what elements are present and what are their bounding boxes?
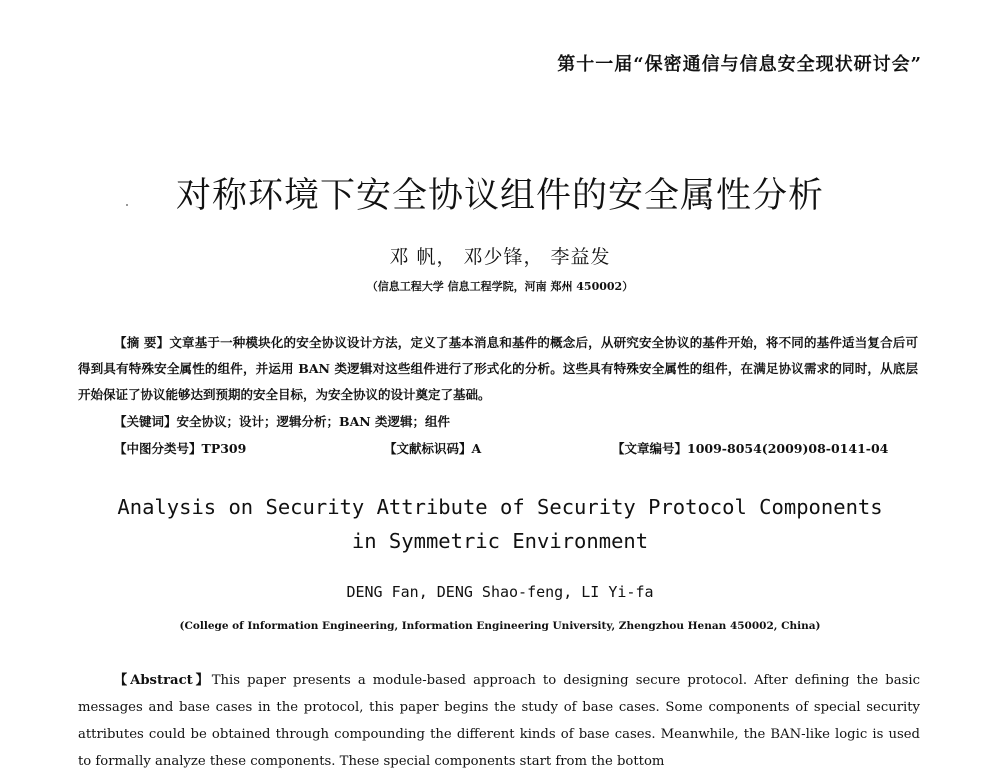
chinese-title: 对称环境下安全协议组件的安全属性分析 <box>175 176 824 216</box>
article-number <box>612 439 888 457</box>
english-authors: DENG Fan, DENG Shao-feng, LI Yi-fa <box>346 583 654 601</box>
english-title <box>0 490 1000 558</box>
clc-label: 【中图分类号】 <box>114 441 202 456</box>
chinese-keywords <box>114 412 450 430</box>
clc-number <box>114 439 246 457</box>
document-code <box>384 439 481 457</box>
chinese-abstract-label: 【摘 要】 <box>114 335 170 350</box>
document-code-value: A <box>471 441 482 456</box>
chinese-abstract-text: 文章基于一种模块化的安全协议设计方法，定义了基本消息和基件的概念后，从研究安全协议的基件开始，将不同的基件适当复合后可得到具有特殊安全属性的组件，并运用 BAN 类逻辑对这些组件进行了形式化的分析。这些具有特殊安全属性的组件，在满足协议需求的同时，从底层开始保证了协议能够达到预期的安全目标，为安全协议的设计奠定了基础。 <box>78 335 918 402</box>
article-number-value: 1009-8054(2009)08-0141-04 <box>687 441 889 456</box>
english-title-line-1: Analysis on Security Attribute of Security Protocol Components <box>117 495 883 519</box>
chinese-affiliation: （信息工程大学 信息工程学院，河南 郑州 450002） <box>366 280 634 293</box>
article-number-label: 【文章编号】 <box>612 441 688 456</box>
chinese-authors: 邓 帆， 邓少锋， 李益发 <box>389 246 611 268</box>
english-title-line-2: in Symmetric Environment <box>351 529 649 553</box>
conference-header: 第十一届“保密通信与信息安全现状研讨会” <box>557 54 922 75</box>
document-code-label: 【文献标识码】 <box>384 441 472 456</box>
chinese-keywords-label: 【关键词】 <box>114 414 177 429</box>
english-abstract-text: This paper presents a module-based approach to designing secure protocol. After defining the basic messages and base cases in the protocol, this paper begins the study of base cases. Some components of special security attributes could be obtained through compounding the different kinds of base cases. Meanwhile, the BAN-like logic is used to formally analyze these components. These special components start from the bottom <box>78 673 920 769</box>
english-abstract-label: 【Abstract】 <box>114 673 212 688</box>
english-abstract <box>78 667 920 775</box>
chinese-abstract <box>78 330 918 408</box>
clc-value: TP309 <box>201 441 247 456</box>
english-affiliation: (College of Information Engineering, Information Engineering University, Zhengzhou Henan 450002, China) <box>179 620 821 632</box>
chinese-keywords-text: 安全协议；设计；逻辑分析；BAN 类逻辑；组件 <box>176 414 451 429</box>
